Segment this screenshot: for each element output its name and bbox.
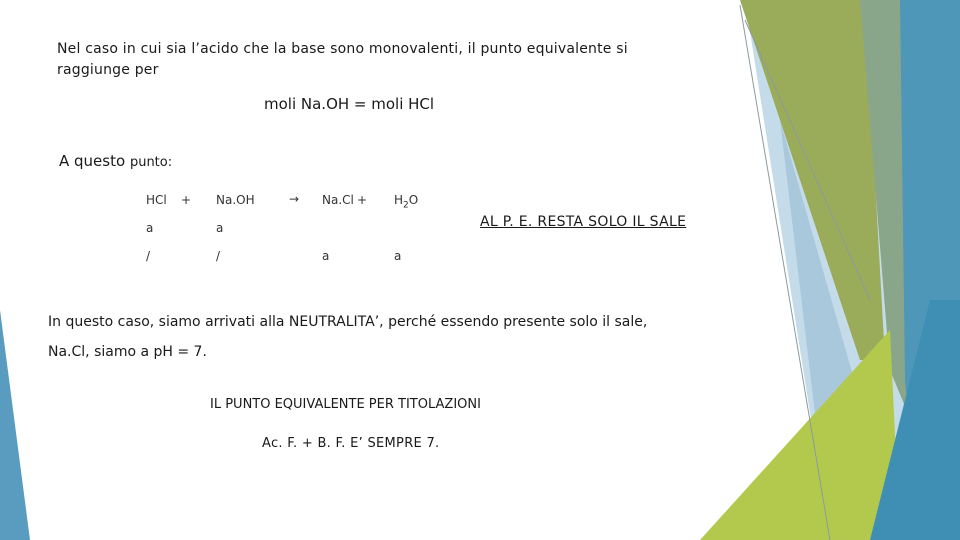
paragraph-line-2: Na.Cl, siamo a pH = 7. [48, 344, 207, 360]
water-subscript: 2 [403, 200, 409, 211]
a-questo-punto-label [59, 152, 172, 170]
row1-cell-2: a [216, 221, 224, 235]
conclusion-line-2: Ac. F. + B. F. E’ SEMPRE 7. [262, 436, 440, 451]
product-water [394, 193, 418, 210]
water-o: O [408, 193, 419, 207]
punto-text: punto: [129, 155, 173, 170]
row2-cell-4: a [394, 249, 402, 263]
row1-cell-1: a [146, 221, 154, 235]
product-nacl: Na.Cl [322, 193, 354, 207]
reaction-arrow-icon: → [289, 192, 300, 206]
plus-sign-1: + [181, 193, 192, 207]
row2-cell-3: a [322, 249, 330, 263]
paragraph-line-1: In questo caso, siamo arrivati alla NEUTRALITA’, perché essendo presente solo il sale, [48, 314, 648, 330]
row2-cell-2: / [216, 249, 221, 263]
salt-note: AL P. E. RESTA SOLO IL SALE [480, 214, 687, 230]
a-questo-text: A questo [59, 152, 126, 170]
equivalence-equation: moli Na.OH = moli HCl [264, 95, 435, 113]
reactant-naoh: Na.OH [216, 193, 255, 207]
left-edge-shape [0, 310, 30, 540]
intro-text: Nel caso in cui sia l’acido che la base sono monovalenti, il punto equivalente si raggiunge per [57, 41, 628, 78]
conclusion-line-1: IL PUNTO EQUIVALENTE PER TITOLAZIONI [210, 397, 481, 412]
reactant-hcl: HCl [146, 193, 167, 207]
row2-cell-1: / [146, 249, 151, 263]
water-h: H [394, 193, 404, 207]
plus-sign-2: + [357, 193, 368, 207]
